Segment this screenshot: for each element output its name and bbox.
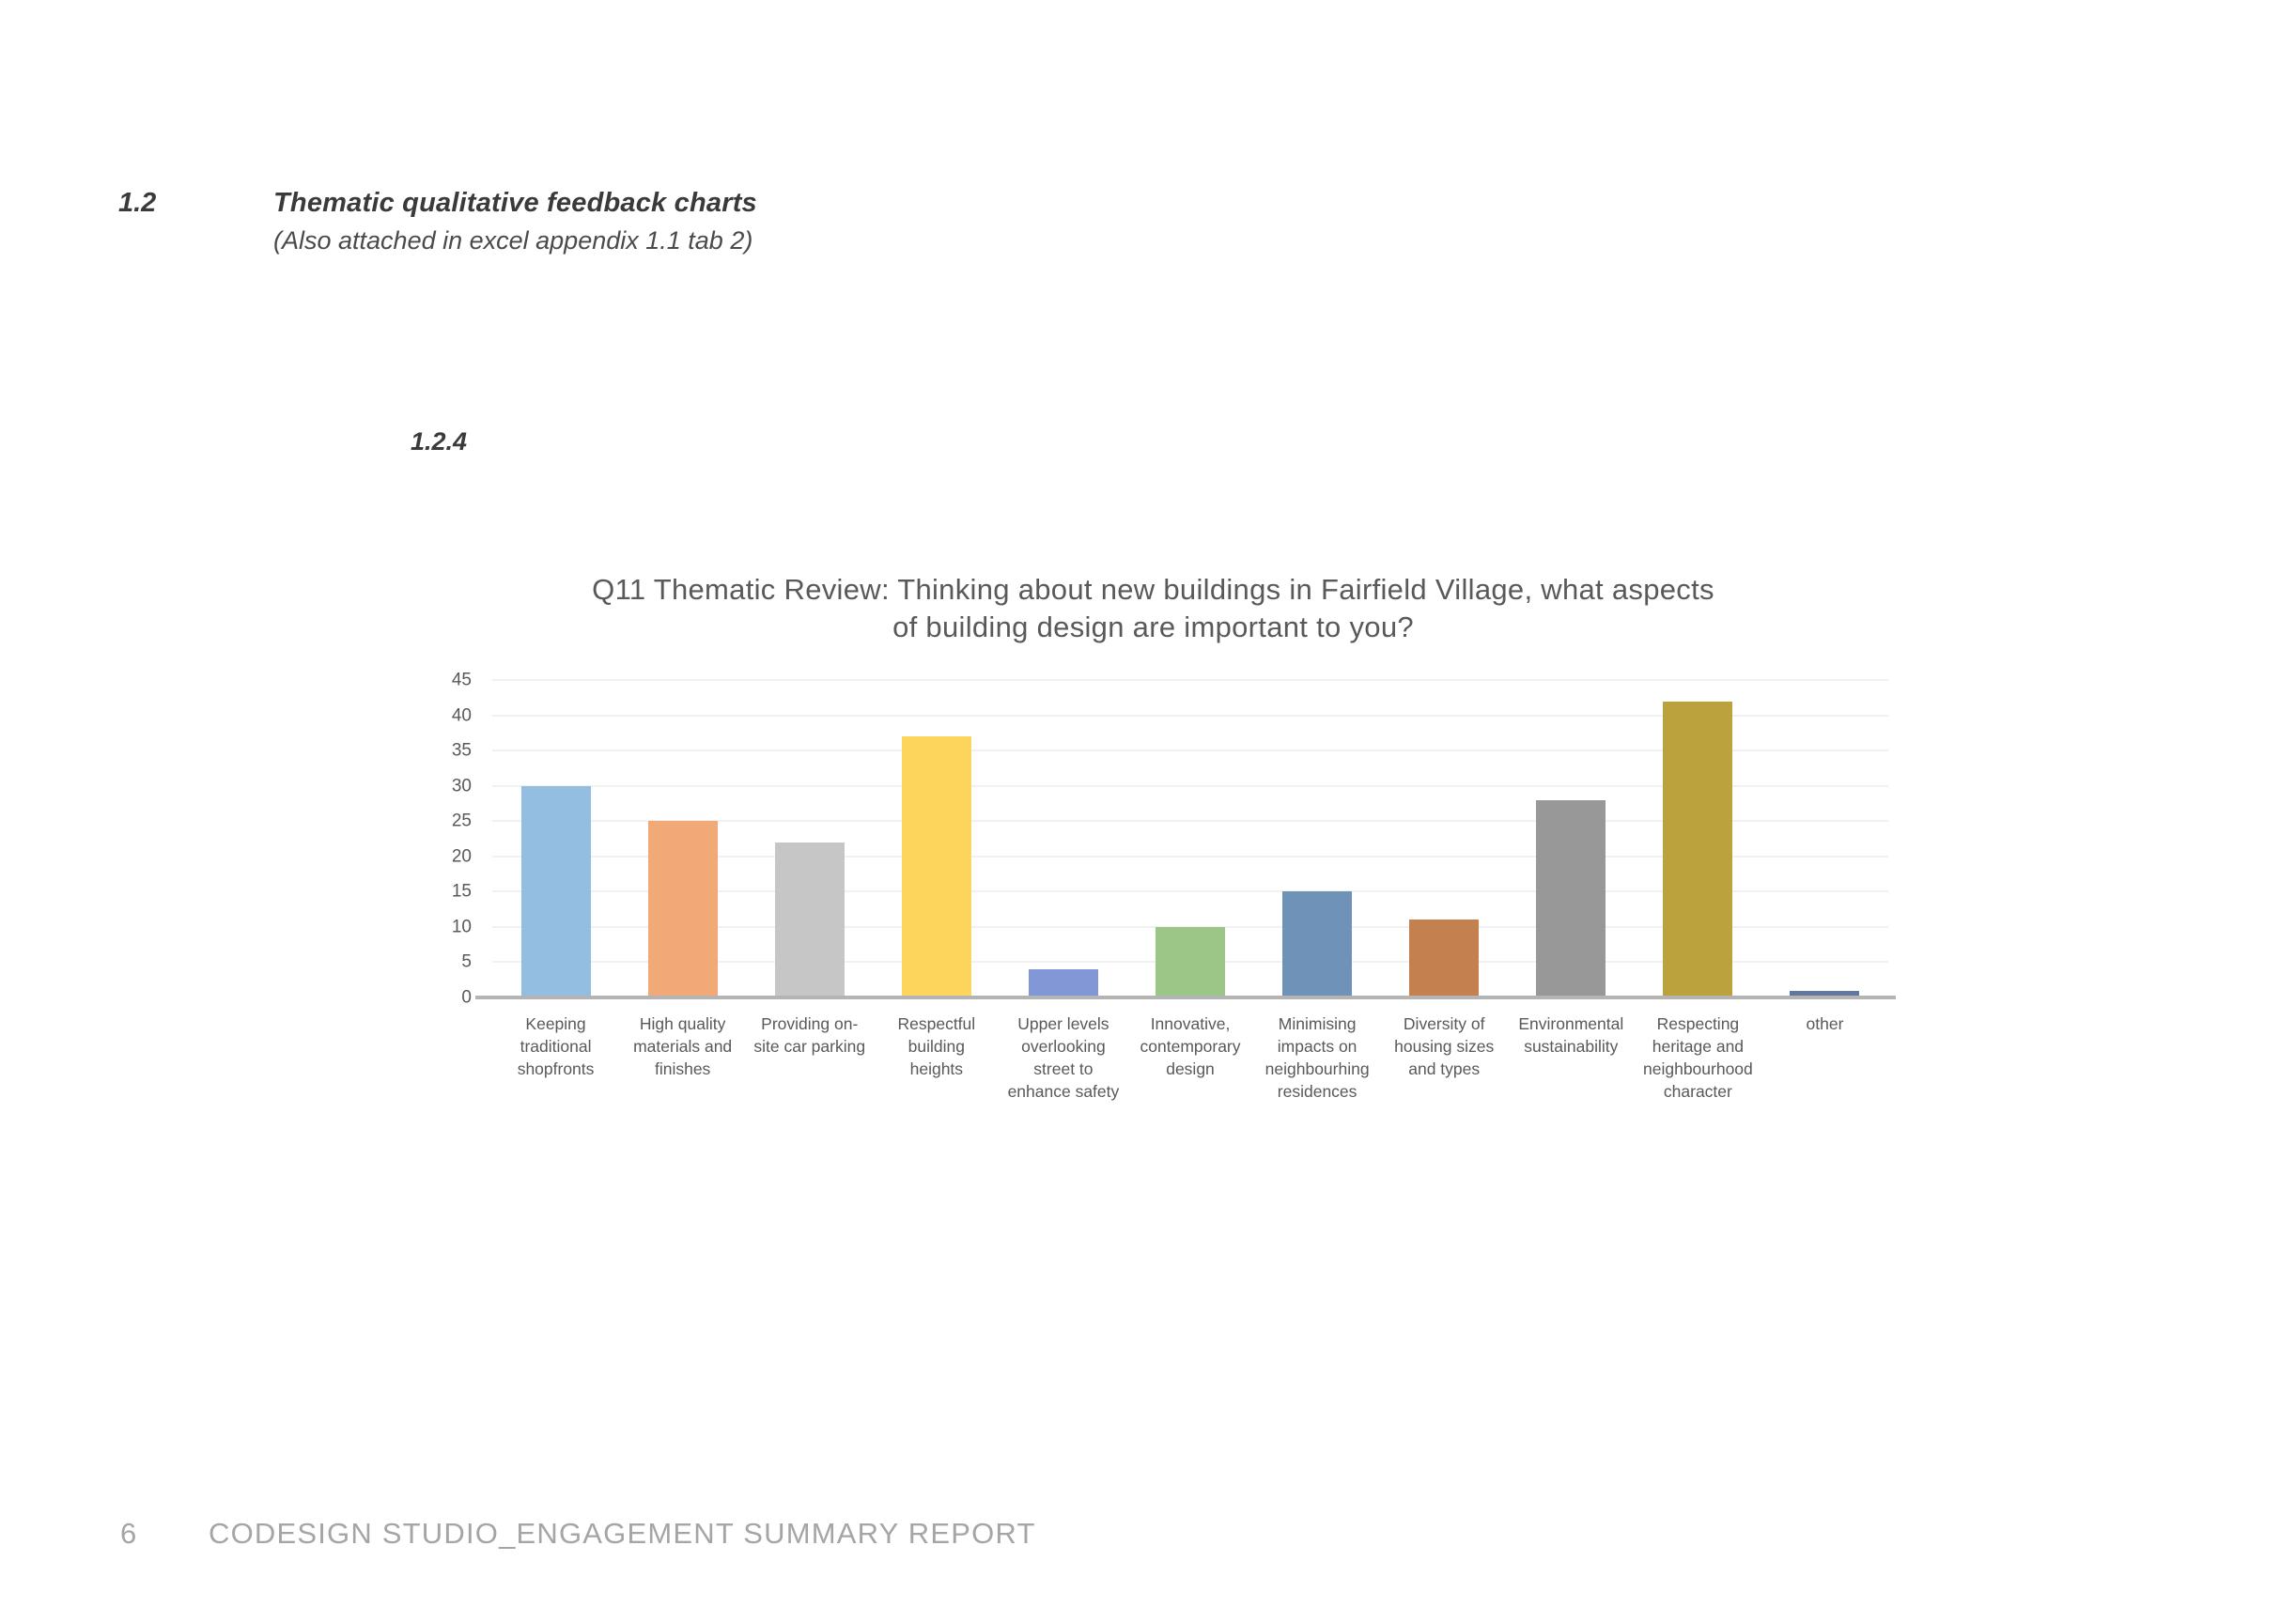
x-axis-category-label: Diversity of housing sizes and types <box>1394 1014 1495 1078</box>
x-axis-category-label: High quality materials and finishes <box>633 1014 733 1078</box>
x-axis-category-label: Environmental sustainability <box>1518 1014 1624 1056</box>
bar-chart <box>413 571 1893 1168</box>
bar-cell <box>1761 680 1888 997</box>
chart-title <box>562 571 1745 646</box>
bar-5 <box>1029 969 1098 997</box>
bar-cell <box>873 680 1000 997</box>
x-axis-labels <box>492 1012 1888 1103</box>
x-axis-category-label: Providing on-site car parking <box>753 1014 866 1056</box>
y-tick-label: 0 <box>461 987 472 1008</box>
y-tick-label: 45 <box>451 670 472 690</box>
bar-7 <box>1282 891 1352 997</box>
bar-cell <box>1381 680 1508 997</box>
x-axis-category-label: Respectful building heights <box>897 1014 976 1078</box>
y-tick-label: 5 <box>461 951 472 972</box>
x-axis-line <box>475 996 1896 999</box>
y-axis <box>413 670 472 1008</box>
bar-cell <box>492 680 619 997</box>
bars-row <box>492 680 1888 997</box>
bar-8 <box>1409 920 1479 997</box>
section-title: Thematic qualitative feedback charts <box>273 188 757 218</box>
section-heading <box>273 188 757 255</box>
chart-title-line-1: Q11 Thematic Review: Thinking about new buildings in Fairfield Village, what aspects <box>592 573 1714 606</box>
bar-2 <box>648 821 718 997</box>
bar-3 <box>775 842 845 997</box>
bar-4 <box>902 736 971 997</box>
bar-cell <box>1508 680 1635 997</box>
x-axis-category-label: other <box>1806 1014 1844 1033</box>
y-tick-label: 20 <box>451 846 472 867</box>
bar-cell <box>619 680 746 997</box>
y-tick-label: 10 <box>451 917 472 937</box>
y-tick-label: 40 <box>451 705 472 726</box>
bar-9 <box>1536 800 1606 997</box>
x-axis-category-label: Upper levels overlooking street to enhance safety <box>1007 1014 1120 1101</box>
x-axis-category-label: Minimising impacts on neighbourhing residences <box>1264 1014 1370 1101</box>
chart-title-line-2: of building design are important to you? <box>892 611 1414 643</box>
y-tick-label: 15 <box>451 881 472 902</box>
section-subtitle: (Also attached in excel appendix 1.1 tab 2) <box>273 226 753 255</box>
bar-6 <box>1156 927 1225 997</box>
bar-cell <box>1635 680 1761 997</box>
chart-body <box>413 670 1893 1168</box>
footer-page-number: 6 <box>120 1517 137 1550</box>
subsection-number: 1.2.4 <box>411 427 468 456</box>
bar-1 <box>521 786 591 997</box>
bar-cell <box>1254 680 1381 997</box>
x-axis-category-label: Respecting heritage and neighbourhood character <box>1643 1014 1753 1101</box>
bar-cell <box>1126 680 1253 997</box>
bar-cell <box>746 680 873 997</box>
y-tick-label: 35 <box>451 740 472 761</box>
plot-area <box>492 680 1888 997</box>
bar-cell <box>1000 680 1126 997</box>
bar-10 <box>1663 702 1732 997</box>
section-number: 1.2 <box>118 188 157 218</box>
y-tick-label: 25 <box>451 811 472 831</box>
footer-report-title: CODESIGN STUDIO_ENGAGEMENT SUMMARY REPORT <box>209 1517 1036 1550</box>
y-tick-label: 30 <box>451 776 472 796</box>
x-axis-category-label: Innovative, contemporary design <box>1140 1014 1241 1078</box>
x-axis-category-label: Keeping traditional shopfronts <box>517 1014 595 1078</box>
